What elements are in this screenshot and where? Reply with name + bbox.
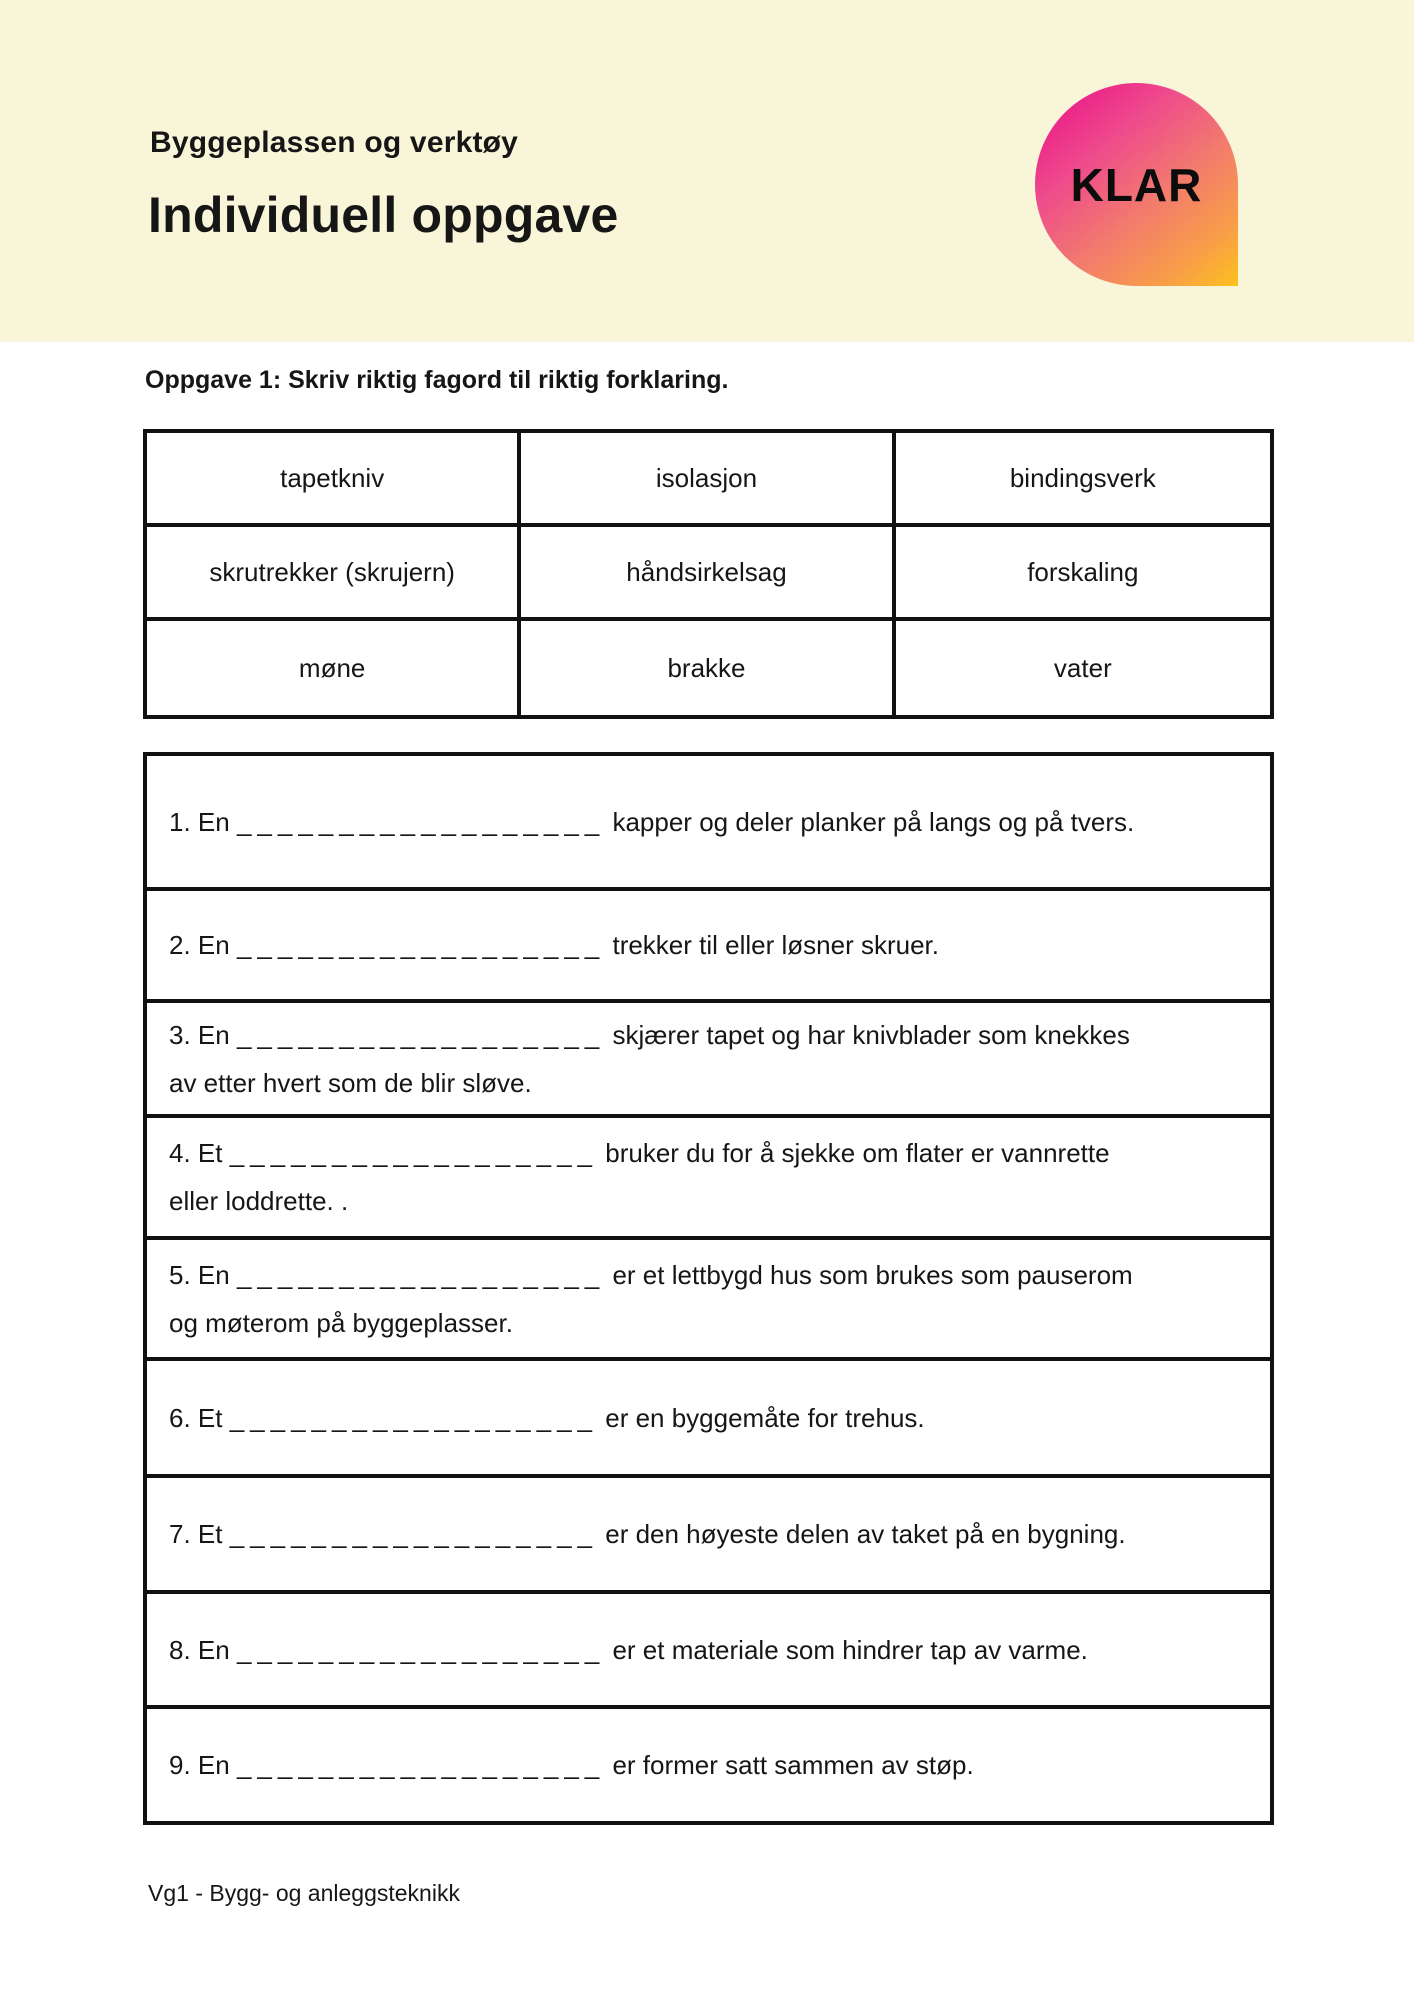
fill-in-blank: __________________	[236, 1259, 606, 1290]
task-item-line: 3. En __________________ skjærer tapet og har knivblader som knekkes	[169, 1019, 1130, 1050]
klar-logo-icon	[1035, 83, 1238, 286]
fill-in-blank: __________________	[229, 1138, 598, 1168]
task-items-box	[143, 752, 1274, 1825]
fill-in-blank: __________________	[236, 1019, 606, 1050]
footer-course-label: Vg1 - Bygg- og anleggsteknikk	[148, 1880, 460, 1906]
fill-in-blank: __________________	[236, 1750, 606, 1780]
task-item-row	[147, 1118, 1270, 1240]
word-bank-cell: vater	[1053, 652, 1112, 683]
fill-in-blank: __________________	[229, 1402, 598, 1433]
fill-in-blank: __________________	[236, 1634, 606, 1665]
task-item-line: 9. En __________________ er former satt sammen av støp.	[169, 1750, 974, 1780]
fill-in-blank: __________________	[236, 930, 606, 960]
word-bank-cell: brakke	[521, 621, 895, 715]
task-item-line: 7. Et __________________ er den høyeste delen av taket på en bygning.	[169, 1519, 1126, 1549]
word-bank-cell: møne	[147, 621, 521, 715]
task-item-line: av etter hvert som de blir sløve.	[169, 1067, 532, 1098]
task-item-line: 8. En __________________ er et materiale som hindrer tap av varme.	[169, 1634, 1088, 1665]
word-bank-cell: isolasjon	[521, 433, 895, 527]
task-item-row	[147, 1240, 1270, 1361]
task-item-line: 2. En __________________ trekker til eller løsner skruer.	[169, 930, 939, 960]
task-item-row	[147, 1361, 1270, 1478]
fill-in-blank: __________________	[236, 806, 606, 837]
word-bank-cell: forskaling	[896, 527, 1270, 621]
task-item-line: og møterom på byggeplasser.	[169, 1307, 513, 1338]
klar-logo-text: KLAR	[1070, 158, 1203, 211]
task-item-row	[147, 756, 1270, 891]
word-bank-cell: bindingsverk	[896, 433, 1270, 527]
task-item-line: 4. Et __________________ bruker du for å sjekke om flater er vannrette	[169, 1138, 1110, 1168]
task-item-line: 6. Et __________________ er en byggemåte for trehus.	[169, 1402, 925, 1433]
task-item-row	[147, 1478, 1270, 1594]
word-bank-cell: tapetkniv	[147, 433, 521, 527]
header-band	[0, 0, 1414, 342]
word-bank-cell: skrutrekker (skrujern)	[147, 527, 521, 621]
task-heading: Oppgave 1: Skriv riktig fagord til riktig forklaring.	[145, 366, 729, 394]
task-item-row	[147, 891, 1270, 1003]
page-title: Individuell oppgave	[148, 187, 619, 243]
task-item-row	[147, 1709, 1270, 1821]
task-item-line: eller loddrette. .	[169, 1186, 349, 1216]
task-item-row	[147, 1003, 1270, 1118]
course-subtitle: Byggeplassen og verktøy	[150, 126, 519, 159]
fill-in-blank: __________________	[229, 1519, 598, 1549]
task-item-line: 1. En __________________ kapper og deler planker på langs og på tvers.	[169, 806, 1135, 837]
task-item-line: 5. En __________________ er et lettbygd hus som brukes som pauserom	[169, 1259, 1133, 1290]
task-item-row	[147, 1594, 1270, 1709]
word-bank-table	[143, 429, 1274, 719]
word-bank-cell: håndsirkelsag	[521, 527, 895, 621]
